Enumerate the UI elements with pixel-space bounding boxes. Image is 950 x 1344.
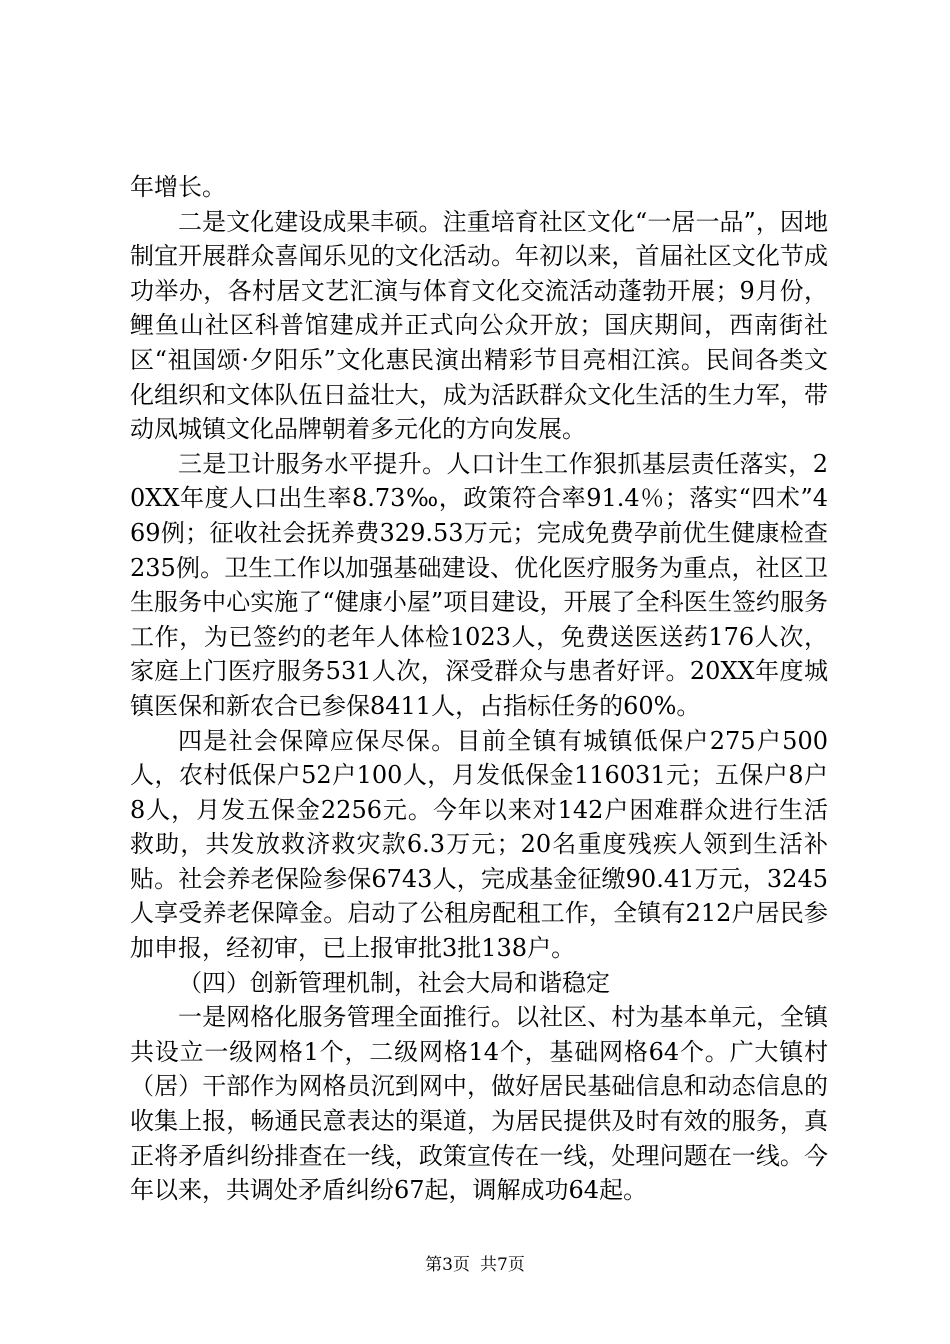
paragraph-health: 三是卫计服务水平提升。人口计生工作狠抓基层责任落实，20XX年度人口出生率8.73‰，政策符合率91.4％；落实“四术”469例；征收社会抚养费329.53万元；完成免费孕前优生健康检查235例。卫生工作以加强基础建设、优化医疗服务为重点，社区卫生服务中心实施了“健康小屋”项目建设，开展了全科医生签约服务工作，为已签约的老年人体检1023人，免费送医送药176人次，家庭上门医疗服务531人次，深受群众与患者好评。20XX年度城镇医保和新农合已参保8411人，占指标任务的60%。 (130, 449, 828, 720)
paragraph-grid-management: 一是网格化服务管理全面推行。以社区、村为基本单元，全镇共设立一级网格1个，二级网格14个，基础网格64个。广大镇村（居）干部作为网格员沉到网中，做好居民基础信息和动态信息的收集上报，畅通民意表达的渠道，为居民提供及时有效的服务，真正将矛盾纠纷排查在一线，政策宣传在一线，处理问题在一线。今年以来，共调处矛盾纠纷67起，调解成功64起。 (130, 1003, 828, 1205)
page-number: 第3页 (425, 1255, 470, 1275)
section-heading: （四）创新管理机制，社会大局和谐稳定 (178, 968, 610, 997)
paragraph-culture: 二是文化建设成果丰硕。注重培育社区文化“一居一品”，因地制宜开展群众喜闻乐见的文化活动。年初以来，首届社区文化节成功举办，各村居文艺汇演与体育文化交流活动蓬勃开展；9月份，鲤鱼山社区科普馆建成并正式向公众开放；国庆期间，西南街社区“祖国颂·夕阳乐”文化惠民演出精彩节目亮相江滨。民间各类文化组织和文体队伍日益壮大，成为活跃群众文化生活的生力军，带动凤城镇文化品牌朝着多元化的方向发展。 (130, 207, 828, 444)
page-total: 共7页 (480, 1255, 525, 1275)
page-footer (0, 1255, 950, 1275)
document-body (130, 170, 828, 1208)
paragraph-continuation: 年增长。 (130, 173, 226, 201)
paragraph-social-security: 四是社会保障应保尽保。目前全镇有城镇低保户275户500人，农村低保户52户100人，月发低保金116031元；五保户8户8人，月发五保金2256元。今年以来对142户困难群众进行生活救助，共发放救济救灾款6.3万元；20名重度残疾人领到生活补贴。社会养老保险参保6743人，完成基金征缴90.41万元，3245人享受养老保障金。启动了公租房配租工作，全镇有212户居民参加申报，经初审，已上报审批3批138户。 (130, 726, 828, 963)
